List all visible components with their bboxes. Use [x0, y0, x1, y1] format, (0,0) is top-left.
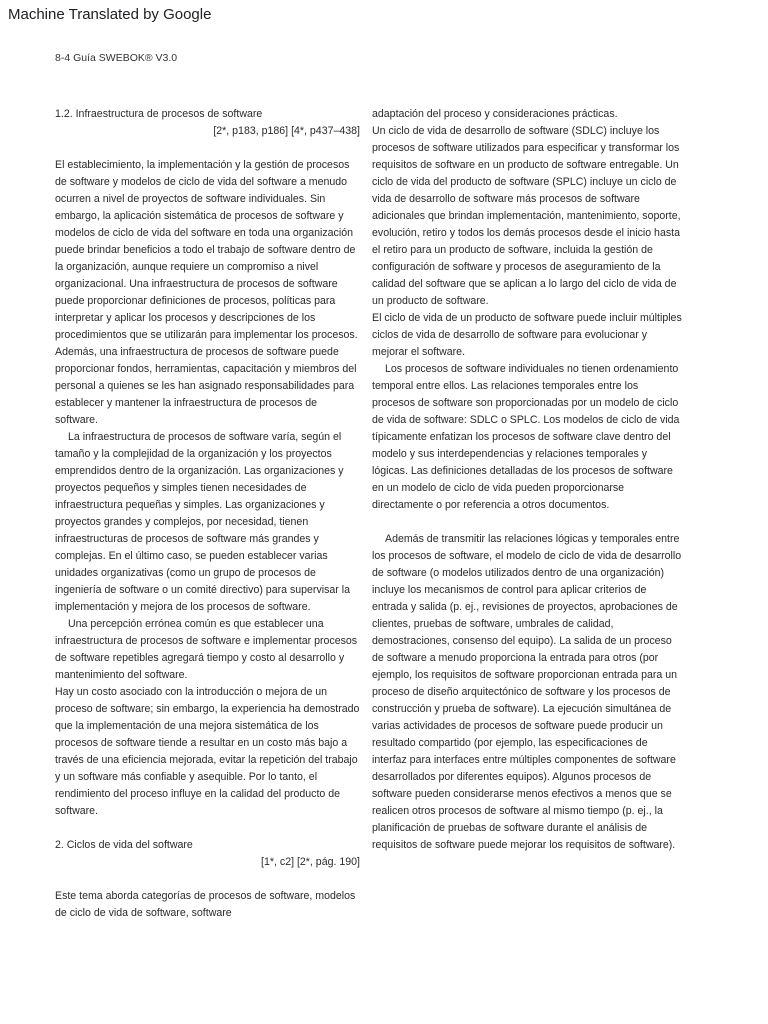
paragraph: Además de transmitir las relaciones lógicas y temporales entre los procesos de software, el modelo de ciclo de vida de desarrollo de software (o modelos utilizados dentro de una organización) incluye los mecanismos de control para aplicar criterios de entrada y salida (p. ej., revisiones de proyectos, aprobaciones de clientes, pruebas de software, umbrales de calidad, demostraciones, consenso del equipo). La salida de un proceso de software a menudo proporciona la entrada para otros (por ejemplo, los requisitos de software proporcionan entrada para un proceso de diseño arquitectónico de software y los procesos de construcción y prueba de software). La ejecución simultánea de varias actividades de procesos de software puede producir un resultado compartido (por ejemplo, las especificaciones de interfaz para interfaces entre múltiples componentes de software desarrollados por diferentes equipos). Algunos procesos de software pueden considerarse menos efectivos a menos que se realicen otros procesos de software al mismo tiempo (p. ej., la planificación de pruebas de software durante el análisis de requisitos de software puede mejorar los requisitos de software). [372, 533, 682, 851]
paragraph: El ciclo de vida de un producto de software puede incluir múltiples ciclos de vida de desarrollo de software para evolucionar y mejorar el software. [372, 312, 682, 358]
paragraph: Un ciclo de vida de desarrollo de software (SDLC) incluye los procesos de software utilizados para especificar y transformar los requisitos de software en un producto de software entregable. Un ciclo de vida del producto de software (SPLC) incluye un ciclo de vida de desarrollo de software más procesos de software adicionales que brindan implementación, mantenimiento, soporte, evolución, retiro y todos los demás procesos desde el inicio hasta el retiro para un producto de software, incluida la gestión de configuración de software y procesos de aseguramiento de la calidad del software que se aplican a lo largo del ciclo de vida de un producto de software. [372, 125, 681, 307]
left-column [55, 106, 360, 922]
paragraph: Hay un costo asociado con la introducción o mejora de un proceso de software; sin embargo, la experiencia ha demostrado que la implementación de una mejora sistemática de los procesos de software tiende a resultar en un costo más bajo a través de una eficiencia mejorada, evitar la repetición del trabajo y un software más confiable y asequible. Por lo tanto, el rendimiento del proceso influye en la calidad del producto de software. [55, 686, 360, 817]
section-reference: [1*, c2] [2*, pág. 190] [261, 856, 360, 868]
translation-banner: Machine Translated by Google [8, 6, 212, 23]
paragraph: Una percepción errónea común es que establecer una infraestructura de procesos de software e implementar procesos de software repetibles agregará tiempo y costo al desarrollo y mantenimiento del software. [55, 618, 358, 681]
right-column [372, 106, 682, 854]
paragraph: El establecimiento, la implementación y la gestión de procesos de software y modelos de ciclo de vida del software a menudo ocurren a nivel de proyectos de software individuales. Sin embargo, la aplicación sistemática de procesos de software y modelos de ciclo de vida del software en toda una organización puede brindar beneficios a todo el trabajo de software dentro de la organización, aunque requiere un compromiso a nivel organizacional. Una infraestructura de procesos de software puede proporcionar definiciones de procesos, políticas para interpretar y aplicar los procesos y descripciones de los procedimientos que se utilizarán para implementar los procesos. Además, una infraestructura de procesos de software puede proporcionar fondos, herramientas, capacitación y miembros del personal a quienes se les han asignado responsabilidades para establecer y mantener la infraestructura de procesos de software. [55, 159, 358, 426]
paragraph: Los procesos de software individuales no tienen ordenamiento temporal entre ellos. Las relaciones temporales entre los procesos de software son proporcionadas por un modelo de ciclo de vida de software: SDLC o SPLC. Los modelos de ciclo de vida típicamente enfatizan los procesos de software clave dentro del modelo y sus interdependencias y relaciones temporales y lógicas. Las definiciones detalladas de los procesos de software en un modelo de ciclo de vida pueden proporcionarse directamente o por referencia a otros documentos. [372, 363, 680, 511]
paragraph: adaptación del proceso y consideraciones prácticas. [372, 108, 618, 120]
paragraph: Este tema aborda categorías de procesos de software, modelos de ciclo de vida de software, software [55, 890, 356, 919]
paragraph: La infraestructura de procesos de software varía, según el tamaño y la complejidad de la organización y los proyectos emprendidos dentro de la organización. Las organizaciones y proyectos pequeños y simples tienen necesidades de infraestructura pequeñas y simples. Las organizaciones y proyectos grandes y complejos, por necesidad, tienen infraestructuras de procesos de software más grandes y complejas. En el último caso, se pueden establecer varias unidades organizativas (como un grupo de procesos de ingeniería de software o un comité directivo) para supervisar la implementación y mejora de los procesos de software. [55, 431, 351, 613]
section-title: 1.2. Infraestructura de procesos de software [55, 108, 263, 120]
section-reference: [2*, p183, p186] [4*, p437–438] [213, 125, 360, 137]
page-header: 8-4 Guía SWEBOK® V3.0 [55, 52, 178, 64]
section-title: 2. Ciclos de vida del software [55, 839, 193, 851]
